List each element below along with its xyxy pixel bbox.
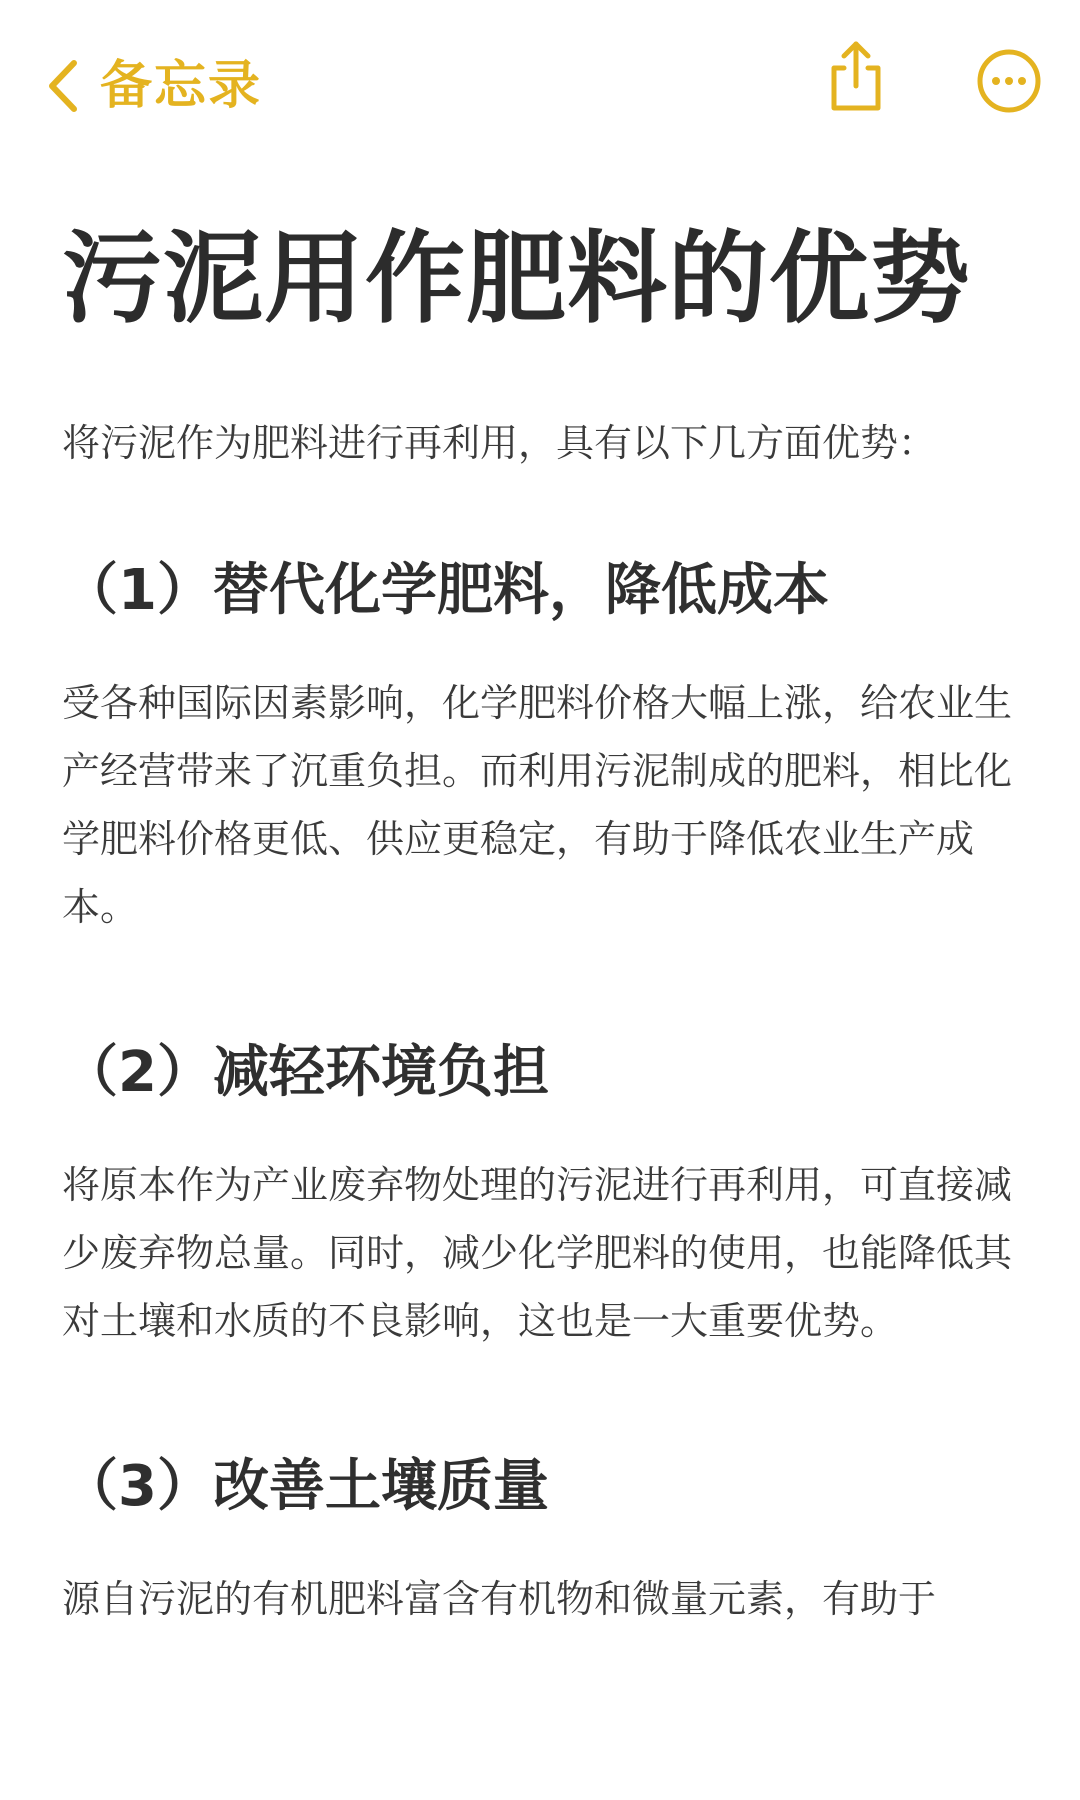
note-intro: 将污泥作为肥料进行再利用，具有以下几方面优势： (62, 421, 937, 465)
share-button[interactable] (824, 38, 888, 116)
section-body: 源自污泥的有机肥料富含有机物和微量元素，有助于 (62, 1577, 937, 1621)
share-icon (824, 38, 888, 116)
more-icon (976, 48, 1042, 114)
section-body: 受各种国际因素影响，化学肥料价格大幅上涨，给农业生产经营带来了沉重负担。而利用污泥制成的肥料，相比化学肥料价格更低、供应更稳定，有助于降低农业生产成本。 (62, 681, 1013, 929)
section-body: 将原本作为产业废弃物处理的污泥进行再利用，可直接减少废弃物总量。同时，减少化学肥料的使用，也能降低其对土壤和水质的不良影响，这也是一大重要优势。 (62, 1163, 1013, 1343)
navigation-bar (0, 0, 1080, 170)
chevron-left-icon (44, 57, 82, 115)
section-heading: （3）改善土壤质量 (62, 1454, 549, 1519)
note-content[interactable] (62, 215, 1022, 1633)
back-label: 备忘录 (100, 56, 263, 116)
note-title: 污泥用作肥料的优势 (62, 220, 971, 337)
section-heading: （1）替代化学肥料，降低成本 (62, 558, 829, 623)
section-heading: （2）减轻环境负担 (62, 1040, 549, 1105)
more-button[interactable] (976, 48, 1042, 114)
back-button[interactable] (44, 48, 262, 124)
